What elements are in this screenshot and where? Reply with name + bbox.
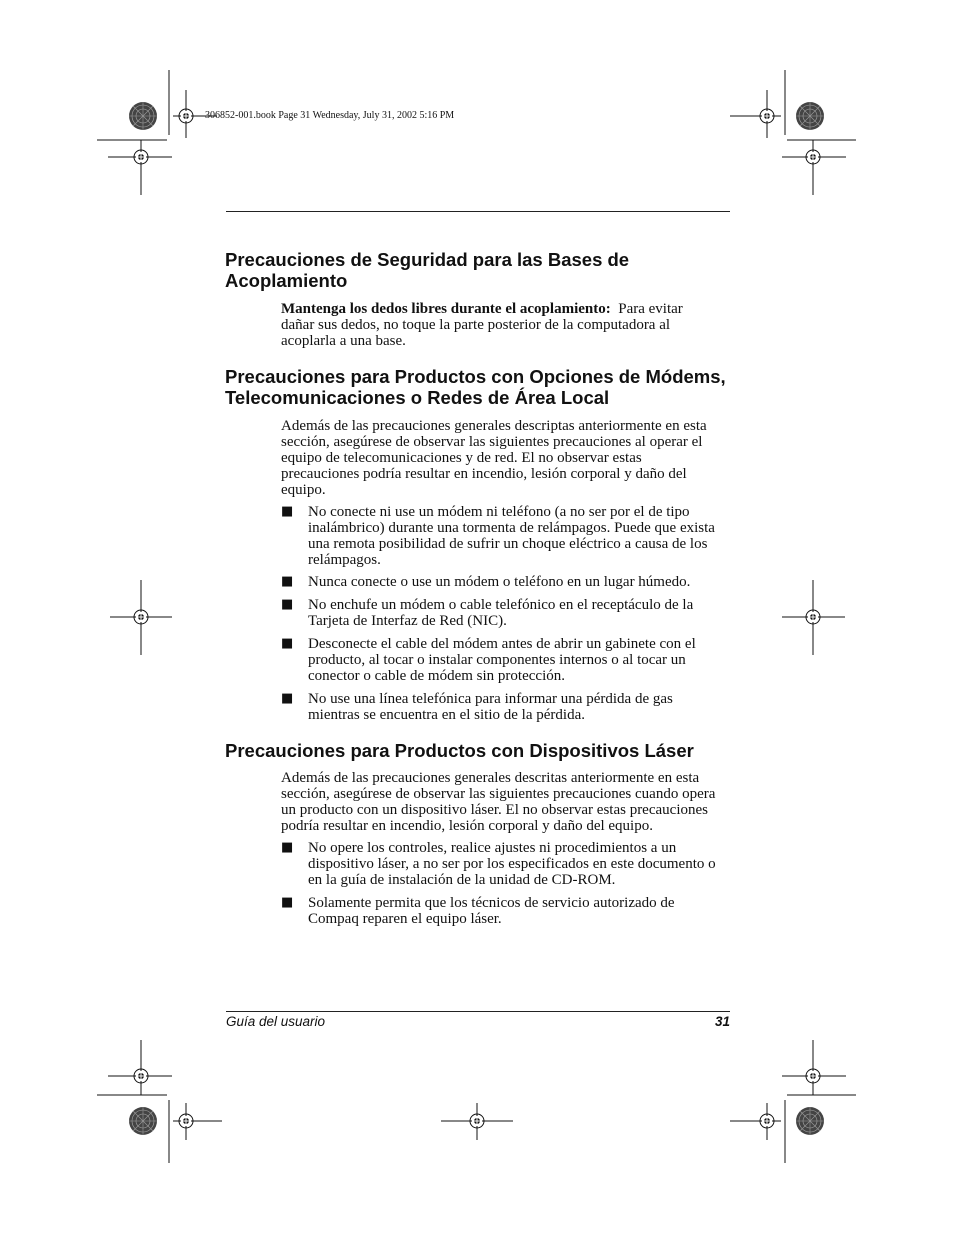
text-line: un producto con un dispositivo láser. El no observar estas precauciones bbox=[281, 802, 708, 818]
text-line: sección, asegúrese de observar las siguientes precauciones cuando opera bbox=[281, 786, 716, 802]
section-heading-laser bbox=[225, 740, 694, 761]
text-line: No use una línea telefónica para informar una pérdida de gas bbox=[308, 691, 673, 707]
text-line: conector o cable de módem sin protección. bbox=[308, 668, 565, 684]
text-line: Además de las precauciones generales descriptas anteriormente en esta bbox=[281, 418, 707, 434]
footer-title: Guía del usuario bbox=[226, 1014, 326, 1029]
text-line: relámpagos. bbox=[308, 552, 381, 568]
text-line: Desconecte el cable del módem antes de abrir un gabinete con el bbox=[308, 636, 696, 652]
section-heading-modem bbox=[225, 366, 726, 408]
text-line: Solamente permita que los técnicos de servicio autorizado de bbox=[308, 895, 675, 911]
bullet-square-icon: ■ bbox=[281, 840, 294, 855]
text-line: Tarjeta de Interfaz de Red (NIC). bbox=[308, 613, 507, 629]
heading-line: Acoplamiento bbox=[225, 270, 348, 291]
footer-rule bbox=[226, 1011, 730, 1012]
section-heading-docking bbox=[225, 249, 629, 291]
text-line: equipo. bbox=[281, 482, 326, 498]
lead-rest: Para evitar bbox=[618, 301, 683, 317]
modem-intro-paragraph bbox=[281, 418, 731, 498]
list-item bbox=[308, 504, 733, 568]
heading-line: Precauciones de Seguridad para las Bases de bbox=[225, 249, 630, 270]
page-number: 31 bbox=[714, 1014, 730, 1029]
list-item bbox=[308, 597, 733, 629]
docking-paragraph bbox=[281, 301, 731, 349]
text-line: Compaq reparen el equipo láser. bbox=[308, 911, 502, 927]
laser-intro-paragraph bbox=[281, 770, 731, 834]
text-line: No opere los controles, realice ajustes ni procedimientos a un bbox=[308, 840, 677, 856]
heading-line: Precauciones para Productos con Dispositivos Láser bbox=[225, 740, 694, 761]
heading-line: Telecomunicaciones o Redes de Área Local bbox=[225, 387, 610, 408]
bullet-square-icon: ■ bbox=[281, 574, 294, 589]
text-line: producto, al tocar o instalar componentes internos o al tocar un bbox=[308, 652, 686, 668]
text-line: podría resultar en incendio, lesión corporal y daño del equipo. bbox=[281, 818, 653, 834]
header-rule bbox=[226, 211, 730, 212]
bullet-square-icon: ■ bbox=[281, 691, 294, 706]
bullet-square-icon: ■ bbox=[281, 504, 294, 519]
text-line: en la guía de instalación de la unidad de CD-ROM. bbox=[308, 872, 616, 888]
text-line: dispositivo láser, a no ser por los especificados en este documento o bbox=[308, 856, 716, 872]
list-item bbox=[308, 895, 733, 927]
list-item bbox=[308, 636, 733, 684]
text-line: No enchufe un módem o cable telefónico en el receptáculo de la bbox=[308, 597, 694, 613]
lead-bold: Mantenga los dedos libres durante el acoplamiento: bbox=[281, 301, 611, 317]
bullet-square-icon: ■ bbox=[281, 895, 294, 910]
bullet-square-icon: ■ bbox=[281, 597, 294, 612]
list-item bbox=[308, 840, 733, 888]
text-line: precauciones podría resultar en incendio, lesión corporal y daño del bbox=[281, 466, 687, 482]
text-line: inalámbrico) durante una tormenta de relámpagos. Puede que exista bbox=[308, 520, 715, 536]
print-slug: 306852-001.book Page 31 Wednesday, July 31, 2002 5:16 PM bbox=[205, 110, 455, 121]
text-line: una remota posibilidad de sufrir un choque eléctrico a causa de los bbox=[308, 536, 708, 552]
text-line: acoplarla a una base. bbox=[281, 333, 406, 349]
text-line: Nunca conecte o use un módem o teléfono en un lugar húmedo. bbox=[308, 574, 691, 590]
text-line: Además de las precauciones generales descritas anteriormente en esta bbox=[281, 770, 700, 786]
list-item bbox=[308, 691, 733, 723]
text-line: sección, asegúrese de observar las siguientes precauciones al operar el bbox=[281, 434, 703, 450]
text-line: No conecte ni use un módem ni teléfono (a no ser por el de tipo bbox=[308, 504, 690, 520]
list-item bbox=[308, 574, 733, 590]
heading-line: Precauciones para Productos con Opciones de Módems, bbox=[225, 366, 726, 387]
text-line: mientras se encuentra en el sitio de la pérdida. bbox=[308, 707, 585, 723]
text-line: equipo de telecomunicaciones y de red. El no observar estas bbox=[281, 450, 642, 466]
text-line: dañar sus dedos, no toque la parte posterior de la computadora al bbox=[281, 317, 671, 333]
bullet-square-icon: ■ bbox=[281, 636, 294, 651]
